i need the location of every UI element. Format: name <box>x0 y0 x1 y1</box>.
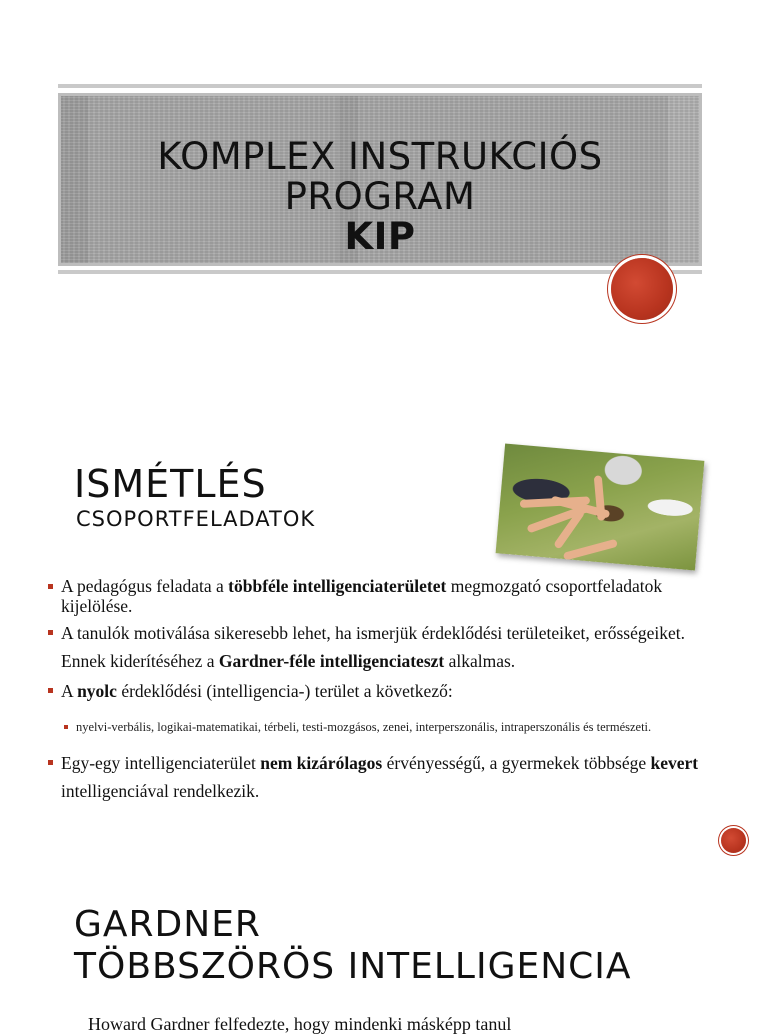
list-item <box>48 619 728 675</box>
section-heading: ISMÉTLÉS <box>74 462 267 506</box>
slide3-heading-line-1: GARDNER <box>74 904 261 945</box>
bullet-marker <box>48 630 53 635</box>
bullet-text: megmozgató csoportfeladatok kijelölése. <box>61 576 663 616</box>
title-line-3: KIP <box>344 215 416 258</box>
bullet-text: érvényességű, a gyermekek többsége <box>382 753 651 773</box>
bullet-marker <box>48 584 53 589</box>
list-item <box>48 749 728 805</box>
red-circle-decoration <box>611 258 673 320</box>
banner-bottom-line <box>58 270 702 274</box>
cut-off-body-text: Howard Gardner felfedezte, hogy mindenki másképp tanul <box>88 1014 512 1034</box>
bullet-bold-text: többféle intelligenciaterületet <box>228 576 447 596</box>
sub-bullet-text: nyelvi-verbális, logikai-matematikai, térbeli, testi-mozgásos, zenei, interperszonális, intraperszonális és természeti. <box>76 719 652 734</box>
bullet-text: Egy-egy intelligenciaterület <box>61 753 261 773</box>
bullet-marker <box>48 760 53 765</box>
bullet-marker <box>48 688 53 693</box>
title-box <box>58 93 702 266</box>
slide3-heading-line-2: TÖBBSZÖRÖS INTELLIGENCIA <box>74 946 632 987</box>
sub-list-item <box>64 718 728 737</box>
bullet-bold-text: kevert <box>650 753 699 773</box>
bullet-text: A <box>61 681 78 701</box>
section-subheading: CSOPORTFELADATOK <box>76 507 316 531</box>
bullet-text: A tanulók motiválása sikeresebb lehet, ha ismerjük érdeklődési területeiket, erősségeiket. Ennek kiderítéséhez a <box>61 623 685 671</box>
bullet-text: intelligenciával rendelkezik. <box>61 781 260 801</box>
bullet-marker <box>64 725 68 729</box>
red-circle-decoration <box>721 828 746 853</box>
slide3-heading <box>74 904 632 988</box>
list-item <box>48 576 728 616</box>
bullet-text: érdeklődési (intelligencia-) terület a következő: <box>116 681 453 701</box>
banner-top-line <box>58 84 702 88</box>
bullet-bold-text: nem kizárólagos <box>260 753 383 773</box>
bullet-text: A pedagógus feladata a <box>61 576 229 596</box>
group-hands-photo <box>496 443 705 570</box>
list-item <box>48 677 728 705</box>
bullet-list <box>48 576 728 805</box>
bullet-text: alkalmas. <box>444 651 516 671</box>
title-line-2: PROGRAM <box>284 175 476 218</box>
bullet-bold-text: nyolc <box>77 681 117 701</box>
bullet-bold-text: Gardner-féle intelligenciateszt <box>218 651 445 671</box>
title-line-1: KOMPLEX INSTRUKCIÓS <box>157 135 603 178</box>
title-banner <box>58 84 702 277</box>
